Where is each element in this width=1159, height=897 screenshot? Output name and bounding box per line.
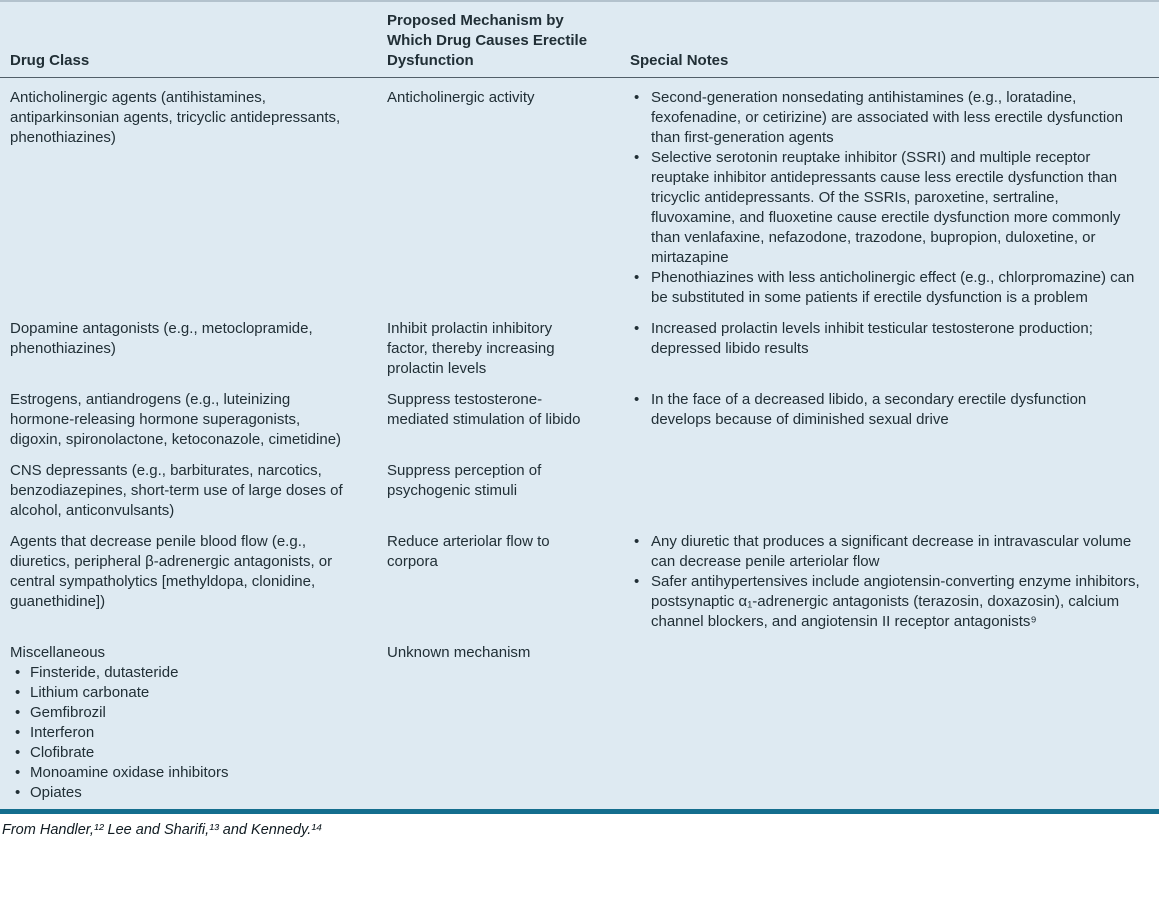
drug-class-list [10,663,354,803]
note-item: • Increased prolactin levels inhibit testicular testosterone production; depressed libido results [630,319,1145,359]
mechanism-cell: Reduce arteriolar flow to corpora [387,533,550,570]
table-row-estrogens-antiandrogens [0,390,1159,450]
header-drug-class: Drug Class [10,52,90,69]
drug-class-item: • Opiates [10,783,354,803]
mechanism-cell: Unknown mechanism [387,644,531,661]
notes-list [630,390,1145,430]
special-notes-cell [630,461,1147,521]
drug-class-item: • Finsteride, dutasteride [10,663,354,683]
drug-class-item: • Gemfibrozil [10,703,354,723]
drug-class-item: • Lithium carbonate [10,683,354,703]
header-special-notes: Special Notes [630,52,729,69]
table-header-row [0,2,1159,78]
header-mechanism-line-2: Which Drug Causes Erectile [387,32,588,49]
mechanism-cell: Suppress perception of psychogenic stimuli [387,462,542,499]
table-row-dopamine-antagonists [0,319,1159,379]
drug-class-item: • Monoamine oxidase inhibitors [10,763,354,783]
drug-class-label: Miscellaneous [10,644,106,661]
header-mechanism [387,11,594,71]
drug-class-cell: Dopamine antagonists (e.g., metoclopramide, phenothiazines) [10,320,313,357]
source-footnote: From Handler,¹² Lee and Sharifi,¹³ and Kennedy.¹⁴ [2,822,323,838]
note-item: • Any diuretic that produces a significant decrease in intravascular volume can decrease penile arteriolar flow [630,532,1145,572]
drug-class-cell: Estrogens, antiandrogens (e.g., luteinizing hormone-releasing hormone superagonists, digoxin, spironolactone, ketoconazole, cimetidine) [10,391,342,448]
note-item: • Selective serotonin reuptake inhibitor (SSRI) and multiple receptor reuptake inhibitor antidepressants cause less erectile dysfunction than tricyclic antidepressants. Of the SSRIs, paroxetine, sertraline, fluvoxamine, and fluoxetine cause erectile dysfunction more commonly than venlafaxine, nefazodone, trazodone, bupropion, duloxetine, or mirtazapine [630,148,1145,268]
note-item: • Safer antihypertensives include angiotensin-converting enzyme inhibitors, postsynaptic α₁-adrenergic antagonists (terazosin, doxazosin), calcium channel blockers, and angiotensin II receptor antagonists⁹ [630,572,1145,632]
special-notes-cell [630,643,1147,803]
special-notes-cell [630,532,1147,632]
drug-class-cell: Agents that decrease penile blood flow (e.g., diuretics, peripheral β-adrenergic antagonists, or central sympatholytics [methyldopa, clonidine, guanethidine]) [10,533,333,610]
mechanism-cell: Suppress testosterone-mediated stimulation of libido [387,391,581,428]
drug-class-item: • Interferon [10,723,354,743]
note-item: • In the face of a decreased libido, a secondary erectile dysfunction develops because of diminished sexual drive [630,390,1145,430]
mechanism-cell: Inhibit prolactin inhibitory factor, thereby increasing prolactin levels [387,320,555,377]
header-mechanism-line-3: Dysfunction [387,52,474,69]
table-row-anticholinergic [0,88,1159,308]
note-item: • Phenothiazines with less anticholinergic effect (e.g., chlorpromazine) can be substituted in some patients if erectile dysfunction is a problem [630,268,1145,308]
table-row-cns-depressants [0,461,1159,521]
mechanism-cell: Anticholinergic activity [387,89,535,106]
table-row-penile-blood-flow [0,532,1159,632]
drug-class-cell [10,643,362,803]
notes-list [630,319,1145,359]
special-notes-cell [630,88,1147,308]
special-notes-cell [630,319,1147,379]
table-row-miscellaneous [0,643,1159,803]
drug-class-item: • Clofibrate [10,743,354,763]
notes-list [630,88,1145,308]
drug-class-cell: CNS depressants (e.g., barbiturates, narcotics, benzodiazepines, short-term use of large doses of alcohol, anticonvulsants) [10,462,343,519]
note-item: • Second-generation nonsedating antihistamines (e.g., loratadine, fexofenadine, or cetirizine) are associated with less erectile dysfunction than first-generation agents [630,88,1145,148]
table-body [0,78,1159,809]
special-notes-cell [630,390,1147,450]
drug-class-cell: Anticholinergic agents (antihistamines, antiparkinsonian agents, tricyclic antidepressants, phenothiazines) [10,89,341,146]
header-mechanism-line-1: Proposed Mechanism by [387,12,564,29]
notes-list [630,532,1145,632]
